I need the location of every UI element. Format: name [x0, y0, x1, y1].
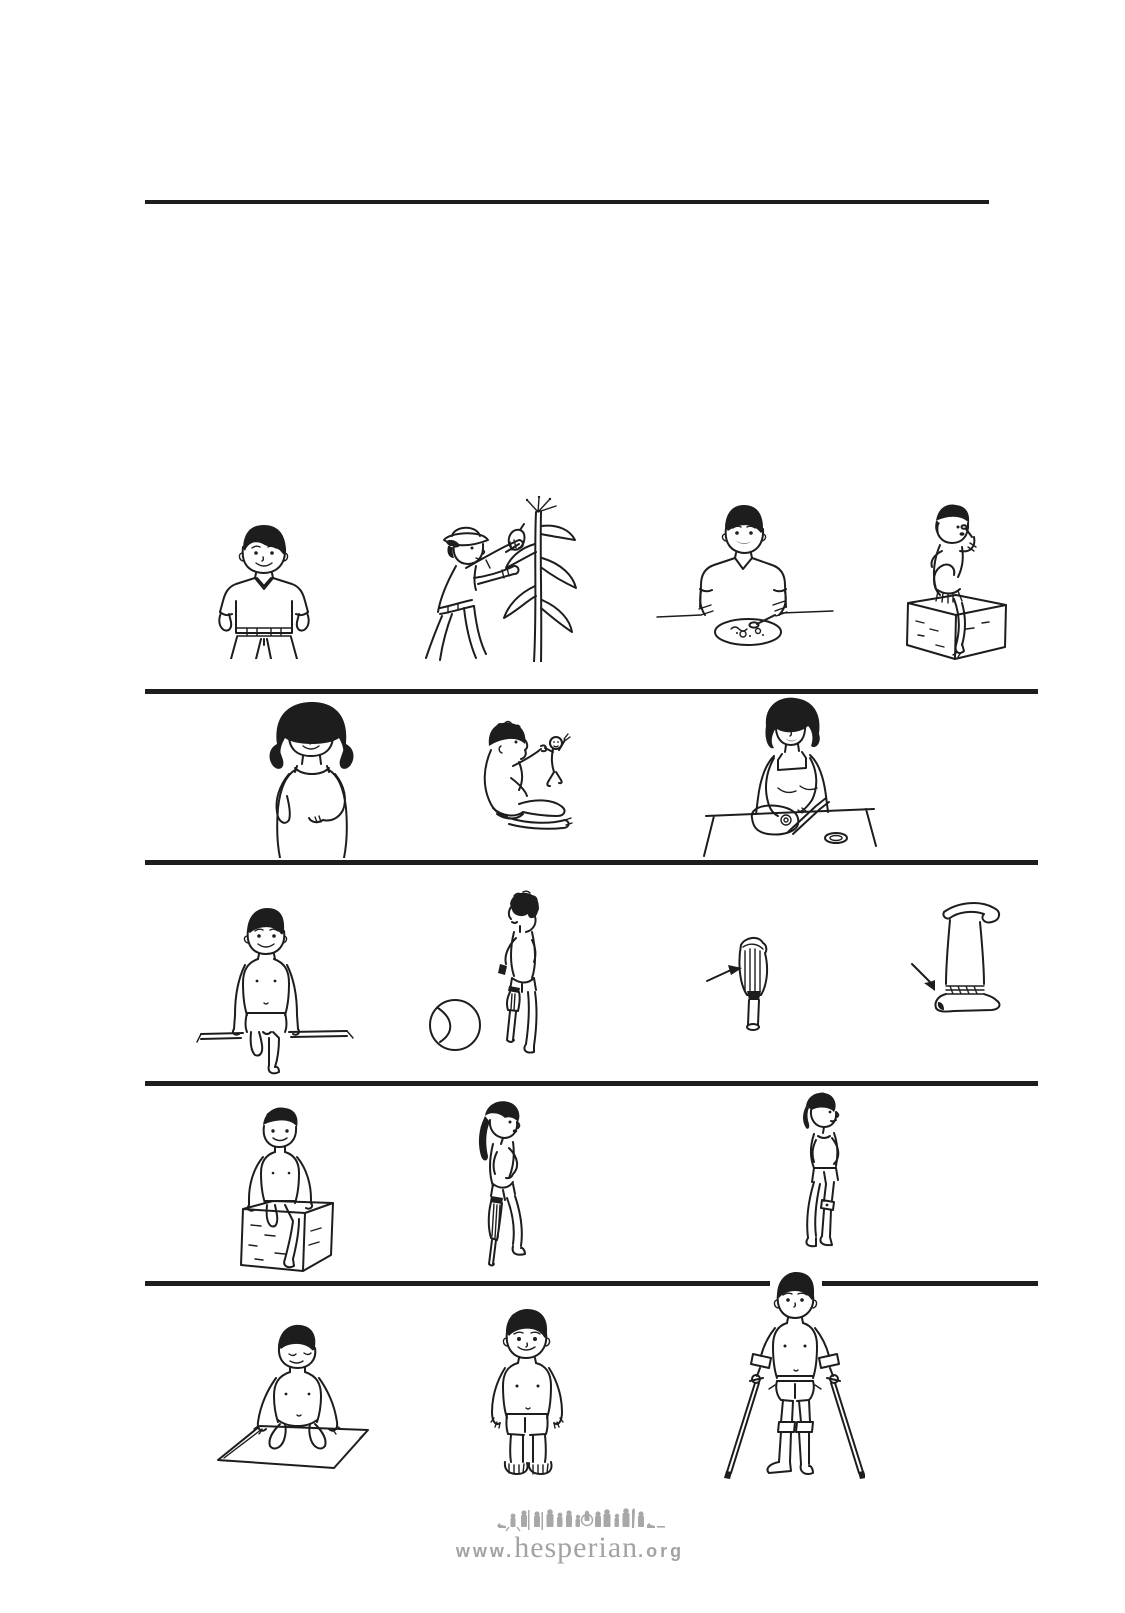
- illustration-boy-crutches-two-prostheses: [705, 1272, 865, 1487]
- url-name: hesperian: [514, 1531, 639, 1564]
- hesperian-logo: [400, 1508, 740, 1578]
- illustration-woman-slicing-bread: [690, 694, 890, 858]
- illustration-child-peg-leg-ball: [428, 888, 563, 1056]
- illustration-boy-eating-at-table: [655, 503, 835, 651]
- illustration-child-standing-on-padded-stumps: [470, 1308, 580, 1480]
- row-separator-2: [145, 860, 1038, 865]
- url-suffix: .org: [638, 1541, 685, 1561]
- illustration-boy-picking-corn: [388, 496, 578, 662]
- illustration-child-knee-joint-prosthesis: [780, 1090, 865, 1255]
- illustration-boy-on-box-eating: [896, 503, 1014, 661]
- hesperian-url: [456, 1533, 684, 1563]
- illustration-below-knee-prosthesis: [910, 898, 1005, 1028]
- url-prefix: www.: [455, 1541, 515, 1561]
- top-rule: [145, 200, 989, 204]
- illustration-child-on-crate-leg-stump: [235, 1105, 340, 1277]
- row-separator-3: [145, 1081, 1038, 1086]
- illustration-child-on-mat-leg-stumps: [210, 1320, 375, 1470]
- illustration-bamboo-peg-prosthesis: [705, 925, 785, 1035]
- illustration-child-walking-bamboo-peg-leg: [455, 1098, 550, 1270]
- illustration-baby-with-doll: [453, 716, 588, 851]
- row-separator-1: [145, 689, 1038, 694]
- hesperian-logo-figures: [497, 1508, 672, 1532]
- row-separator-4-left: [145, 1281, 770, 1286]
- illustration-boy-standing-arm-stumps: [193, 521, 333, 659]
- illustration-girl-pigtails: [233, 698, 391, 858]
- illustration-boy-on-bench-leg-stump: [195, 905, 355, 1075]
